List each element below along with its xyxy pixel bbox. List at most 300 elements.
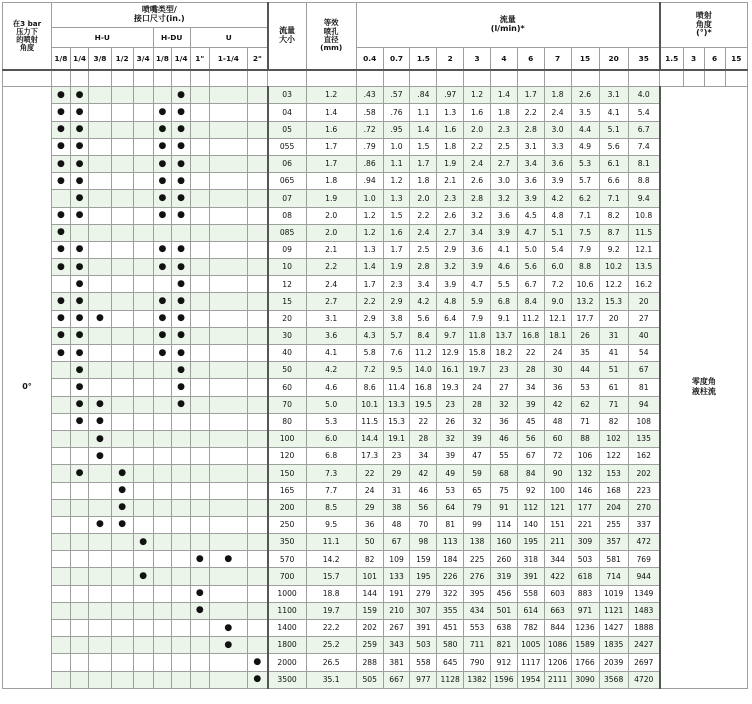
flow-rate-cell: 3.0 (490, 173, 517, 190)
flow-rate-cell: 112 (517, 499, 544, 516)
availability-cell (209, 448, 248, 465)
flow-rate-cell: 1.7 (356, 276, 383, 293)
flow-rate-cell: 5.7 (571, 173, 599, 190)
flow-rate-cell: 67 (628, 362, 660, 379)
availability-cell (172, 465, 191, 482)
flow-rate-cell: 711 (464, 637, 491, 654)
table-row (3, 379, 748, 396)
hu-size-header: 3/8 (89, 48, 111, 70)
availability-cell: ● (153, 241, 172, 258)
orifice-diameter-cell: 9.5 (306, 516, 356, 533)
availability-cell (89, 190, 111, 207)
availability-cell (190, 190, 209, 207)
availability-cell (70, 654, 89, 671)
table-row (3, 654, 748, 671)
flow-rate-cell: 159 (410, 551, 437, 568)
flow-rate-cell: 138 (464, 534, 491, 551)
table-row (3, 310, 748, 327)
orifice-diameter-cell: 15.7 (306, 568, 356, 585)
availability-cell: ● (52, 207, 71, 224)
availability-cell (190, 482, 209, 499)
availability-cell (153, 224, 172, 241)
flow-rate-cell: 7.2 (356, 362, 383, 379)
availability-cell (111, 671, 133, 688)
flow-rate-cell: 153 (599, 465, 628, 482)
flow-rate-cell: 381 (383, 654, 410, 671)
flow-rate-cell: 2039 (599, 654, 628, 671)
flow-rate-cell: 132 (571, 465, 599, 482)
availability-cell (209, 534, 248, 551)
table-row (3, 121, 748, 138)
capacity-size-cell: 07 (268, 190, 307, 207)
availability-cell (89, 654, 111, 671)
availability-cell (89, 620, 111, 637)
flow-rate-cell: 3.9 (464, 259, 491, 276)
angle-pressure-header: 6 (704, 48, 725, 70)
flow-rate-cell: 790 (464, 654, 491, 671)
flow-rate-cell: .79 (356, 138, 383, 155)
flow-rate-cell: 8.4 (410, 327, 437, 344)
availability-cell: ● (172, 310, 191, 327)
availability-cell (89, 465, 111, 482)
flow-rate-cell: 2.6 (437, 207, 464, 224)
orifice-diameter-cell: 1.7 (306, 155, 356, 172)
availability-cell (111, 430, 133, 447)
availability-cell: ● (89, 396, 111, 413)
flow-rate-cell: 159 (356, 602, 383, 619)
flow-rate-cell: 2.3 (490, 121, 517, 138)
availability-cell (133, 413, 153, 430)
availability-cell (209, 413, 248, 430)
flow-rate-cell: 638 (490, 620, 517, 637)
u-size-header: 1" (190, 48, 209, 70)
table-row (3, 327, 748, 344)
availability-cell: ● (172, 293, 191, 310)
flow-rate-cell: 7.5 (571, 224, 599, 241)
capacity-size-cell: 60 (268, 379, 307, 396)
hu-size-header: 3/4 (133, 48, 153, 70)
availability-cell (133, 87, 153, 104)
flow-rate-cell: 94 (628, 396, 660, 413)
hdu-size-header: 1/4 (172, 48, 191, 70)
flow-rate-cell: 5.5 (490, 276, 517, 293)
capacity-size-cell: 1400 (268, 620, 307, 637)
capacity-size-header: 流量 大小 (268, 3, 307, 70)
availability-cell: ● (172, 327, 191, 344)
flow-rate-cell: 1835 (599, 637, 628, 654)
flow-rate-cell: 23 (490, 362, 517, 379)
flow-rate-cell: .84 (410, 87, 437, 104)
flow-rate-cell: 202 (356, 620, 383, 637)
flow-rate-cell: .76 (383, 104, 410, 121)
availability-cell: ● (172, 121, 191, 138)
flow-rate-cell: 113 (437, 534, 464, 551)
availability-cell (248, 173, 268, 190)
flow-rate-cell: 1.9 (437, 155, 464, 172)
flow-rate-cell: 8.1 (628, 155, 660, 172)
flow-rate-cell: 391 (410, 620, 437, 637)
availability-cell (190, 173, 209, 190)
flow-rate-cell: 54 (628, 345, 660, 362)
flow-rate-cell: 1427 (599, 620, 628, 637)
orifice-diameter-cell: 1.6 (306, 121, 356, 138)
availability-cell: ● (209, 551, 248, 568)
availability-cell (209, 173, 248, 190)
flow-rate-cell: 34 (517, 379, 544, 396)
flow-rate-cell: 319 (490, 568, 517, 585)
availability-cell (209, 430, 248, 447)
availability-cell: ● (70, 310, 89, 327)
flow-rate-cell: 75 (490, 482, 517, 499)
flow-rate-cell: 2.6 (571, 87, 599, 104)
availability-cell (190, 499, 209, 516)
availability-cell (133, 379, 153, 396)
capacity-size-cell: 165 (268, 482, 307, 499)
flow-rate-cell: 122 (599, 448, 628, 465)
spray-angle-value: 0° (3, 87, 52, 689)
orifice-diameter-header: 等效 喷孔 直径 (mm) (306, 3, 356, 70)
flow-rate-cell: 1005 (517, 637, 544, 654)
orifice-diameter-cell: 2.1 (306, 241, 356, 258)
flow-rate-cell: 12.9 (437, 345, 464, 362)
availability-cell: ● (70, 362, 89, 379)
flow-rate-cell: 1236 (571, 620, 599, 637)
flow-rate-cell: 225 (464, 551, 491, 568)
flow-rate-cell: 2.0 (464, 121, 491, 138)
flow-pressure-header: 6 (517, 48, 544, 70)
table-row (3, 155, 748, 172)
availability-cell: ● (153, 173, 172, 190)
flow-rate-cell: 5.7 (383, 327, 410, 344)
availability-cell (133, 671, 153, 688)
availability-cell (248, 620, 268, 637)
availability-cell: ● (172, 87, 191, 104)
availability-cell (248, 516, 268, 533)
availability-cell (111, 121, 133, 138)
table-row (3, 190, 748, 207)
flow-rate-cell: 3.1 (599, 87, 628, 104)
flow-pressure-header: 20 (599, 48, 628, 70)
availability-cell (190, 241, 209, 258)
flow-rate-cell: 2697 (628, 654, 660, 671)
flow-rate-cell: 4.9 (571, 138, 599, 155)
availability-cell (209, 259, 248, 276)
availability-cell (248, 637, 268, 654)
flow-rate-cell: 6.4 (437, 310, 464, 327)
capacity-size-cell: 04 (268, 104, 307, 121)
capacity-size-cell: 1000 (268, 585, 307, 602)
capacity-size-cell: 06 (268, 155, 307, 172)
availability-cell (153, 602, 172, 619)
flow-rate-cell: 11.4 (383, 379, 410, 396)
flow-rate-cell: 48 (544, 413, 571, 430)
availability-cell (190, 362, 209, 379)
capacity-size-cell: 3500 (268, 671, 307, 688)
flow-rate-cell: 3.6 (464, 241, 491, 258)
flow-rate-cell: 2.7 (437, 224, 464, 241)
flow-rate-cell: 3.9 (490, 224, 517, 241)
availability-cell: ● (209, 637, 248, 654)
availability-cell: ● (153, 190, 172, 207)
availability-cell: ● (52, 138, 71, 155)
availability-cell (52, 465, 71, 482)
flow-rate-cell: 2.4 (464, 155, 491, 172)
availability-cell (248, 310, 268, 327)
availability-cell (153, 671, 172, 688)
availability-cell: ● (172, 241, 191, 258)
flow-rate-cell: 13.7 (490, 327, 517, 344)
availability-cell (111, 207, 133, 224)
flow-rate-cell: 29 (356, 499, 383, 516)
availability-cell: ● (70, 465, 89, 482)
flow-rate-cell: 32 (464, 413, 491, 430)
availability-cell: ● (70, 396, 89, 413)
flow-rate-cell: 50 (356, 534, 383, 551)
flow-rate-cell: .43 (356, 87, 383, 104)
flow-rate-cell: 912 (490, 654, 517, 671)
flow-rate-cell: 14.0 (410, 362, 437, 379)
flow-rate-cell: 211 (544, 534, 571, 551)
availability-cell: ● (52, 259, 71, 276)
availability-cell (209, 568, 248, 585)
flow-rate-cell: 1.7 (517, 87, 544, 104)
availability-cell: ● (153, 138, 172, 155)
availability-cell (153, 430, 172, 447)
flow-rate-cell: 9.4 (628, 190, 660, 207)
flow-rate-cell: 3.6 (490, 207, 517, 224)
availability-cell: ● (52, 241, 71, 258)
availability-cell (153, 413, 172, 430)
availability-cell (133, 654, 153, 671)
availability-cell (133, 499, 153, 516)
table-body (3, 70, 748, 689)
capacity-size-cell: 1100 (268, 602, 307, 619)
availability-cell (52, 551, 71, 568)
flow-rate-cell: 38 (383, 499, 410, 516)
orifice-diameter-cell: 1.8 (306, 173, 356, 190)
availability-cell (209, 104, 248, 121)
availability-cell (172, 499, 191, 516)
availability-cell (190, 379, 209, 396)
flow-rate-cell: 98 (410, 534, 437, 551)
flow-rate-cell: 46 (410, 482, 437, 499)
flow-rate-cell: 472 (628, 534, 660, 551)
availability-cell (248, 293, 268, 310)
availability-cell (133, 602, 153, 619)
flow-rate-cell: 30 (544, 362, 571, 379)
flow-rate-cell: 3.4 (464, 224, 491, 241)
capacity-size-cell: 085 (268, 224, 307, 241)
flow-rate-cell: 16.1 (437, 362, 464, 379)
flow-rate-cell: 70 (410, 516, 437, 533)
availability-cell (190, 430, 209, 447)
orifice-diameter-cell: 3.1 (306, 310, 356, 327)
orifice-diameter-cell: 4.6 (306, 379, 356, 396)
flow-rate-cell: 14.4 (356, 430, 383, 447)
orifice-diameter-cell: 26.5 (306, 654, 356, 671)
flow-rate-cell: 109 (383, 551, 410, 568)
orifice-diameter-cell: 6.8 (306, 448, 356, 465)
availability-cell: ● (70, 293, 89, 310)
flow-rate-cell: 614 (517, 602, 544, 619)
flow-rate-cell: 68 (490, 465, 517, 482)
flow-rate-cell: 714 (599, 568, 628, 585)
flow-rate-cell: 2.0 (410, 190, 437, 207)
flow-rate-cell: 15.3 (599, 293, 628, 310)
flow-rate-cell: 8.6 (356, 379, 383, 396)
availability-cell (153, 396, 172, 413)
flow-rate-cell: 344 (544, 551, 571, 568)
capacity-size-cell: 150 (268, 465, 307, 482)
availability-cell: ● (52, 345, 71, 362)
availability-cell (209, 465, 248, 482)
availability-cell (89, 602, 111, 619)
flow-rate-cell: 3090 (571, 671, 599, 688)
orifice-diameter-cell: 35.1 (306, 671, 356, 688)
flow-rate-cell: 1117 (517, 654, 544, 671)
availability-cell (209, 379, 248, 396)
table-row (3, 207, 748, 224)
flow-rate-cell: 42 (410, 465, 437, 482)
capacity-size-cell: 350 (268, 534, 307, 551)
availability-cell (190, 276, 209, 293)
flow-rate-cell: 26 (437, 413, 464, 430)
flow-rate-cell: 4.2 (410, 293, 437, 310)
flow-rate-cell: 1954 (517, 671, 544, 688)
flow-rate-cell: 2.7 (490, 155, 517, 172)
flow-rate-cell: 44 (571, 362, 599, 379)
availability-cell: ● (52, 310, 71, 327)
orifice-diameter-cell: 18.8 (306, 585, 356, 602)
availability-cell: ● (172, 104, 191, 121)
flow-rate-cell: 645 (437, 654, 464, 671)
capacity-size-cell: 12 (268, 276, 307, 293)
flow-rate-cell: 34 (410, 448, 437, 465)
availability-cell: ● (70, 173, 89, 190)
availability-cell (89, 293, 111, 310)
availability-cell: ● (153, 259, 172, 276)
flow-rate-cell: 12.1 (628, 241, 660, 258)
flow-rate-cell: 32 (437, 430, 464, 447)
availability-cell (190, 138, 209, 155)
availability-cell (209, 654, 248, 671)
flow-rate-cell: 9.7 (437, 327, 464, 344)
group-hdu-header: H-DU (153, 28, 190, 48)
availability-cell (133, 138, 153, 155)
availability-cell: ● (70, 190, 89, 207)
flow-rate-cell: 1.5 (410, 138, 437, 155)
table-row (3, 534, 748, 551)
availability-cell (153, 87, 172, 104)
availability-cell (111, 173, 133, 190)
flow-rate-cell: 1.8 (437, 138, 464, 155)
flow-rate-cell: 133 (383, 568, 410, 585)
availability-cell (111, 224, 133, 241)
flow-rate-cell: 81 (437, 516, 464, 533)
flow-rate-cell: 3.0 (544, 121, 571, 138)
availability-cell (70, 448, 89, 465)
availability-cell (133, 362, 153, 379)
flow-rate-cell: 7.9 (571, 241, 599, 258)
flow-rate-cell: 307 (410, 602, 437, 619)
availability-cell (111, 190, 133, 207)
flow-rate-cell: 3.2 (490, 190, 517, 207)
availability-cell (111, 379, 133, 396)
flow-rate-cell: 151 (544, 516, 571, 533)
availability-cell (248, 551, 268, 568)
availability-cell (248, 207, 268, 224)
availability-cell (209, 190, 248, 207)
flow-rate-cell: 53 (437, 482, 464, 499)
flow-rate-cell: 18.2 (490, 345, 517, 362)
flow-rate-cell: 1483 (628, 602, 660, 619)
flow-rate-cell: 11.5 (356, 413, 383, 430)
flow-rate-cell: 12.1 (544, 310, 571, 327)
table-row (3, 482, 748, 499)
availability-cell (209, 241, 248, 258)
flow-rate-cell: 1019 (599, 585, 628, 602)
flow-rate-cell: 769 (628, 551, 660, 568)
flow-rate-cell: 140 (517, 516, 544, 533)
availability-cell (209, 87, 248, 104)
flow-rate-cell: 1.0 (383, 138, 410, 155)
orifice-diameter-cell: 8.5 (306, 499, 356, 516)
availability-cell (133, 327, 153, 344)
flow-rate-cell: 7.9 (464, 310, 491, 327)
availability-cell (190, 654, 209, 671)
availability-cell (248, 259, 268, 276)
flow-rate-cell: 1.3 (356, 241, 383, 258)
flow-rate-cell: 2.3 (383, 276, 410, 293)
availability-cell: ● (52, 173, 71, 190)
orifice-diameter-cell: 5.3 (306, 413, 356, 430)
flow-rate-cell: 4.6 (490, 259, 517, 276)
flow-rate-cell: 5.1 (544, 224, 571, 241)
availability-cell (248, 87, 268, 104)
flow-rate-cell: 202 (628, 465, 660, 482)
flow-rate-cell: 4.1 (599, 104, 628, 121)
flow-rate-cell: 4.3 (356, 327, 383, 344)
availability-cell: ● (70, 207, 89, 224)
flow-rate-cell: 971 (571, 602, 599, 619)
flow-rate-cell: 1121 (599, 602, 628, 619)
spray-angle-at-3bar-header: 在3 bar 压力下 的喷射 角度 (3, 3, 52, 70)
group-hu-header: H-U (52, 28, 154, 48)
availability-cell (190, 413, 209, 430)
flow-rate-cell: 1.0 (356, 190, 383, 207)
orifice-diameter-cell: 2.7 (306, 293, 356, 310)
availability-cell (153, 516, 172, 533)
availability-cell (209, 276, 248, 293)
flow-rate-cell: 8.4 (517, 293, 544, 310)
availability-cell (248, 138, 268, 155)
availability-cell: ● (172, 207, 191, 224)
flow-rate-cell: 4.0 (628, 87, 660, 104)
table-row (3, 345, 748, 362)
flow-rate-cell: 259 (356, 637, 383, 654)
flow-rate-cell: 1.2 (356, 207, 383, 224)
availability-cell (153, 482, 172, 499)
flow-rate-cell: 1.3 (437, 104, 464, 121)
availability-cell: ● (52, 155, 71, 172)
flow-rate-cell: 226 (437, 568, 464, 585)
availability-cell (248, 396, 268, 413)
flow-rate-cell: 3.9 (517, 190, 544, 207)
flow-rate-cell: 22 (356, 465, 383, 482)
flow-rate-cell: 4.8 (437, 293, 464, 310)
flow-rate-cell: 102 (599, 430, 628, 447)
capacity-size-cell: 700 (268, 568, 307, 585)
